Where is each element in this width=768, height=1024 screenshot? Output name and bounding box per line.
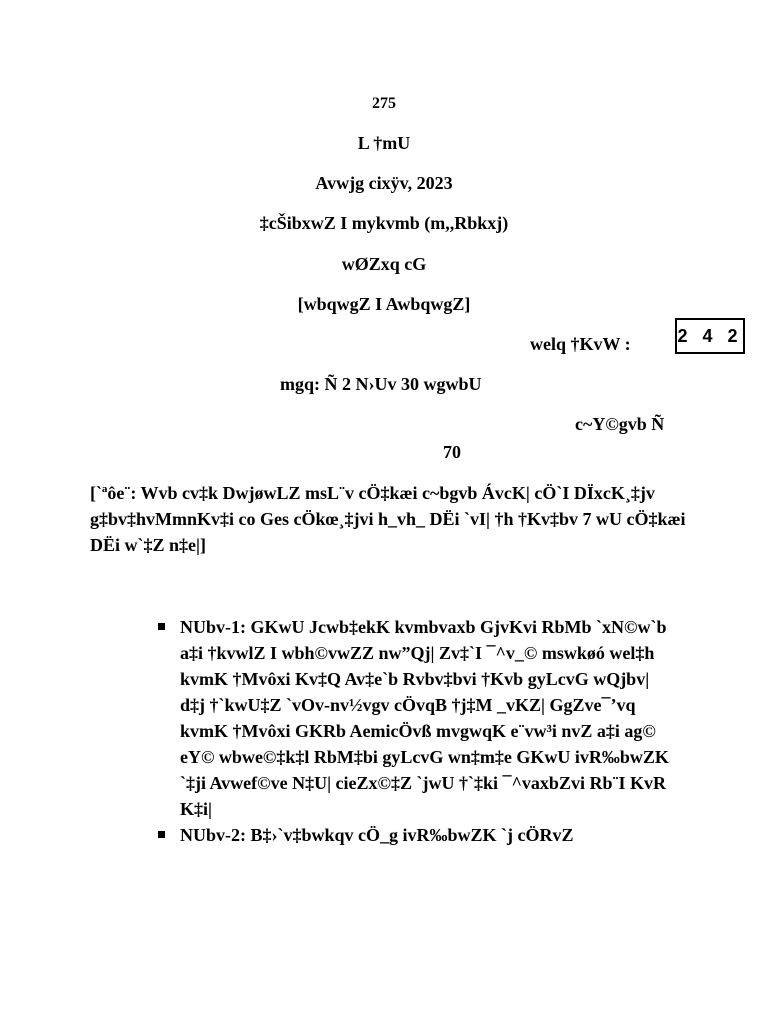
square-bullet-icon [158,831,165,838]
set-code-box: 2 4 2 [675,318,745,354]
instructions-paragraph: [`ªôe¨: Wvb cv‡k DwjøwLZ msL¨v cÖ‡kæi c~bgvb ÁvcK| cÖ`I DÏxcK¸‡jv g‡bv‡hvMmnKv‡i co Ges cÖkœ¸‡jvi h_vh_ DËi `vI| †h †Kv‡bv 7 wU cÖ‡kæi DËi w`‡Z n‡e|] [90,483,686,555]
list-item [158,614,678,822]
paper-number: wØZxq cG [341,254,427,274]
list-item [158,822,678,848]
square-bullet-icon [158,623,165,630]
question-text: NUbv-2: B‡›`v‡bwkqv cÖ_g ivR‰bwZK `j cÖRvZ [180,825,574,845]
paper-type: [wbqwgZ I AwbqwgZ] [297,294,471,314]
question-text: NUbv-1: GKwU Jcwb‡ekK kvmbvaxb GjvKvi RbMb `xN©w`b a‡i †kvwlZ I wbh©vwZZ nw”Qj| Zv‡`I ¯^v_© mswkøó wel‡h kvmK †Mvôxi Kv‡Q Av‡e`b Rvbv‡bvi †Kvb gyLcvG wQjbv| d‡j †`kwU‡Z `vOv-nv½vgv cÖvqB †j‡M _vKZ| GgZve¯’vq kvmK †Mvôxi GKRb AemicÖvß mvgwqK e¨vw³i nvZ a‡i ag© eY© wbwe©‡k‡l RbM‡bi gyLcvG wn‡m‡e GKwU ivR‰bwZK `‡ji Avwef©ve N‡U| cieZx©‡Z `jwU †`‡ki ¯^vaxbZvi Rb¨I KvR K‡i| [180,617,669,819]
time-allowed: mgq: Ñ 2 N›Uv 30 wgwbU [280,374,482,394]
set-code-label: welq †KvW : [530,334,631,354]
question-list [158,614,678,848]
exam-name: Avwjg cixÿv, 2023 [315,173,453,193]
full-marks-label: c~Y©gvb Ñ [575,414,665,434]
paper-code-title: L †mU [357,133,411,153]
page-number: 275 [372,95,396,112]
full-marks-value: 70 [443,442,461,462]
subject-name: ‡cŠibxwZ I mykvmb (m,,Rbkxj) [259,213,509,233]
